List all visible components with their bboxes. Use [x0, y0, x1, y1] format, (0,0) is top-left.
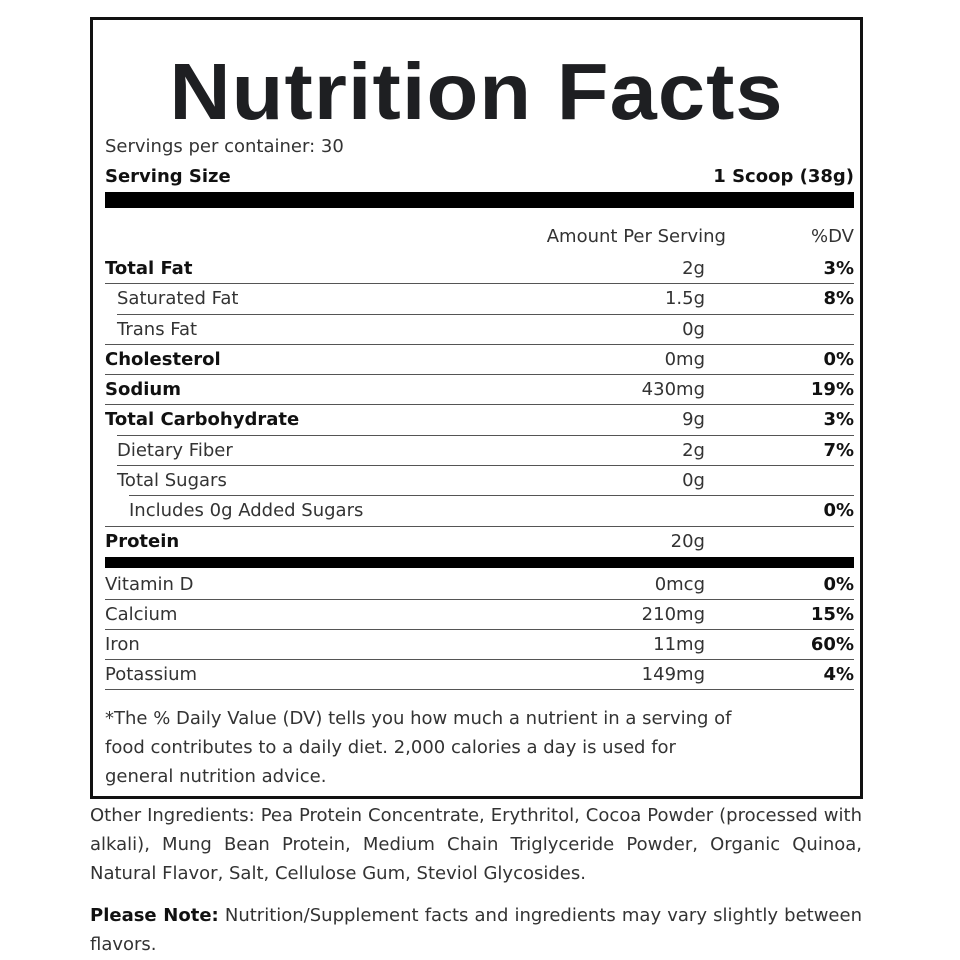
nutrient-name: Total Carbohydrate [105, 409, 300, 431]
nutrient-row-total-fat [105, 254, 854, 284]
nutrient-dv: 3% [823, 409, 854, 431]
nutrient-amount: 430mg [641, 379, 705, 401]
vitamin-dv: 60% [810, 634, 854, 655]
nutrient-dv: 3% [823, 258, 854, 279]
vitamin-dv: 0% [823, 574, 854, 595]
nutrient-name: Sodium [105, 379, 181, 401]
nutrient-name: Dietary Fiber [117, 439, 233, 461]
vitamin-row-calcium [105, 600, 854, 630]
nutrient-row-saturated-fat [105, 284, 854, 314]
please-note-label: Please Note: [90, 905, 219, 926]
nutrient-row-added-sugars [105, 496, 854, 526]
servings-per-container: Servings per container: 30 [105, 136, 344, 157]
dv-footnote: *The % Daily Value (DV) tells you how much a nutrient in a serving of food contributes to a daily diet. 2,000 calories a day is used for general nutrition advice. [105, 708, 732, 787]
nutrient-amount: 1.5g [664, 288, 705, 310]
vitamin-amount: 149mg [641, 664, 705, 685]
vitamin-name: Calcium [105, 604, 178, 625]
vitamin-name: Potassium [105, 664, 198, 685]
nutrient-amount: 9g [682, 409, 705, 431]
nutrient-row-total-carbohydrate [105, 405, 854, 435]
nutrient-name: Total Fat [105, 258, 193, 279]
vitamin-row-potassium [105, 660, 854, 690]
dv-header: %DV [811, 226, 854, 247]
nutrient-dv: 0% [823, 500, 854, 522]
nutrient-row-protein [105, 527, 854, 557]
vitamin-amount: 210mg [641, 604, 705, 625]
serving-size-label: Serving Size [105, 166, 231, 187]
nutrient-name: Cholesterol [105, 348, 221, 370]
serving-size-row [105, 165, 854, 189]
nutrient-amount: 0g [682, 318, 705, 340]
nutrient-amount: 0g [682, 470, 705, 492]
nutrient-amount: 0mg [664, 348, 705, 370]
nutrient-name: Total Sugars [117, 470, 227, 492]
nutrient-name: Trans Fat [117, 318, 198, 340]
nutrient-row-total-sugars [105, 466, 854, 496]
nutrient-name: Saturated Fat [117, 288, 239, 310]
nutrition-facts-panel [90, 17, 863, 799]
vitamin-row-vitamin-d [105, 570, 854, 600]
serving-size-value: 1 Scoop (38g) [713, 166, 854, 187]
vitamin-name: Iron [105, 634, 140, 655]
nutrient-rows [105, 254, 854, 557]
nutrition-facts-title: Nutrition Facts [169, 47, 784, 136]
row-divider [105, 689, 854, 690]
nutrient-dv: 0% [823, 348, 854, 370]
nutrient-name: Protein [105, 530, 180, 552]
other-ingredients: Other Ingredients: Pea Protein Concentrate, Erythritol, Cocoa Powder (processed with alkali), Mung Bean Protein, Medium Chain Triglyceride Powder, Organic Quinoa, Natural Flavor, Salt, Cellulose Gum, Steviol Glycosides. [90, 805, 862, 884]
vitamin-amount: 0mcg [654, 574, 705, 595]
nutrient-amount: 2g [682, 258, 705, 279]
nutrient-name: Includes 0g Added Sugars [129, 500, 364, 522]
amount-per-serving-header: Amount Per Serving [546, 226, 726, 247]
nutrient-dv: 7% [823, 439, 854, 461]
please-note [90, 901, 862, 959]
vitamin-amount: 11mg [653, 634, 705, 655]
vitamins-divider [105, 557, 854, 568]
nutrient-row-sodium [105, 375, 854, 405]
nutrient-dv: 8% [823, 288, 854, 310]
nutrient-amount: 20g [670, 530, 705, 552]
nutrient-amount: 2g [682, 439, 705, 461]
please-note-text: Nutrition/Supplement facts and ingredients may vary slightly between flavors. [90, 905, 862, 955]
vitamin-dv: 15% [810, 604, 854, 625]
nutrient-row-dietary-fiber [105, 436, 854, 466]
vitamin-dv: 4% [823, 664, 854, 685]
nutrient-dv: 19% [810, 379, 854, 401]
vitamin-rows [105, 570, 854, 690]
nutrient-row-trans-fat [105, 315, 854, 345]
vitamin-name: Vitamin D [105, 574, 194, 595]
vitamin-row-iron [105, 630, 854, 660]
nutrient-row-cholesterol [105, 345, 854, 375]
thick-divider [105, 192, 854, 208]
column-header [105, 224, 854, 250]
